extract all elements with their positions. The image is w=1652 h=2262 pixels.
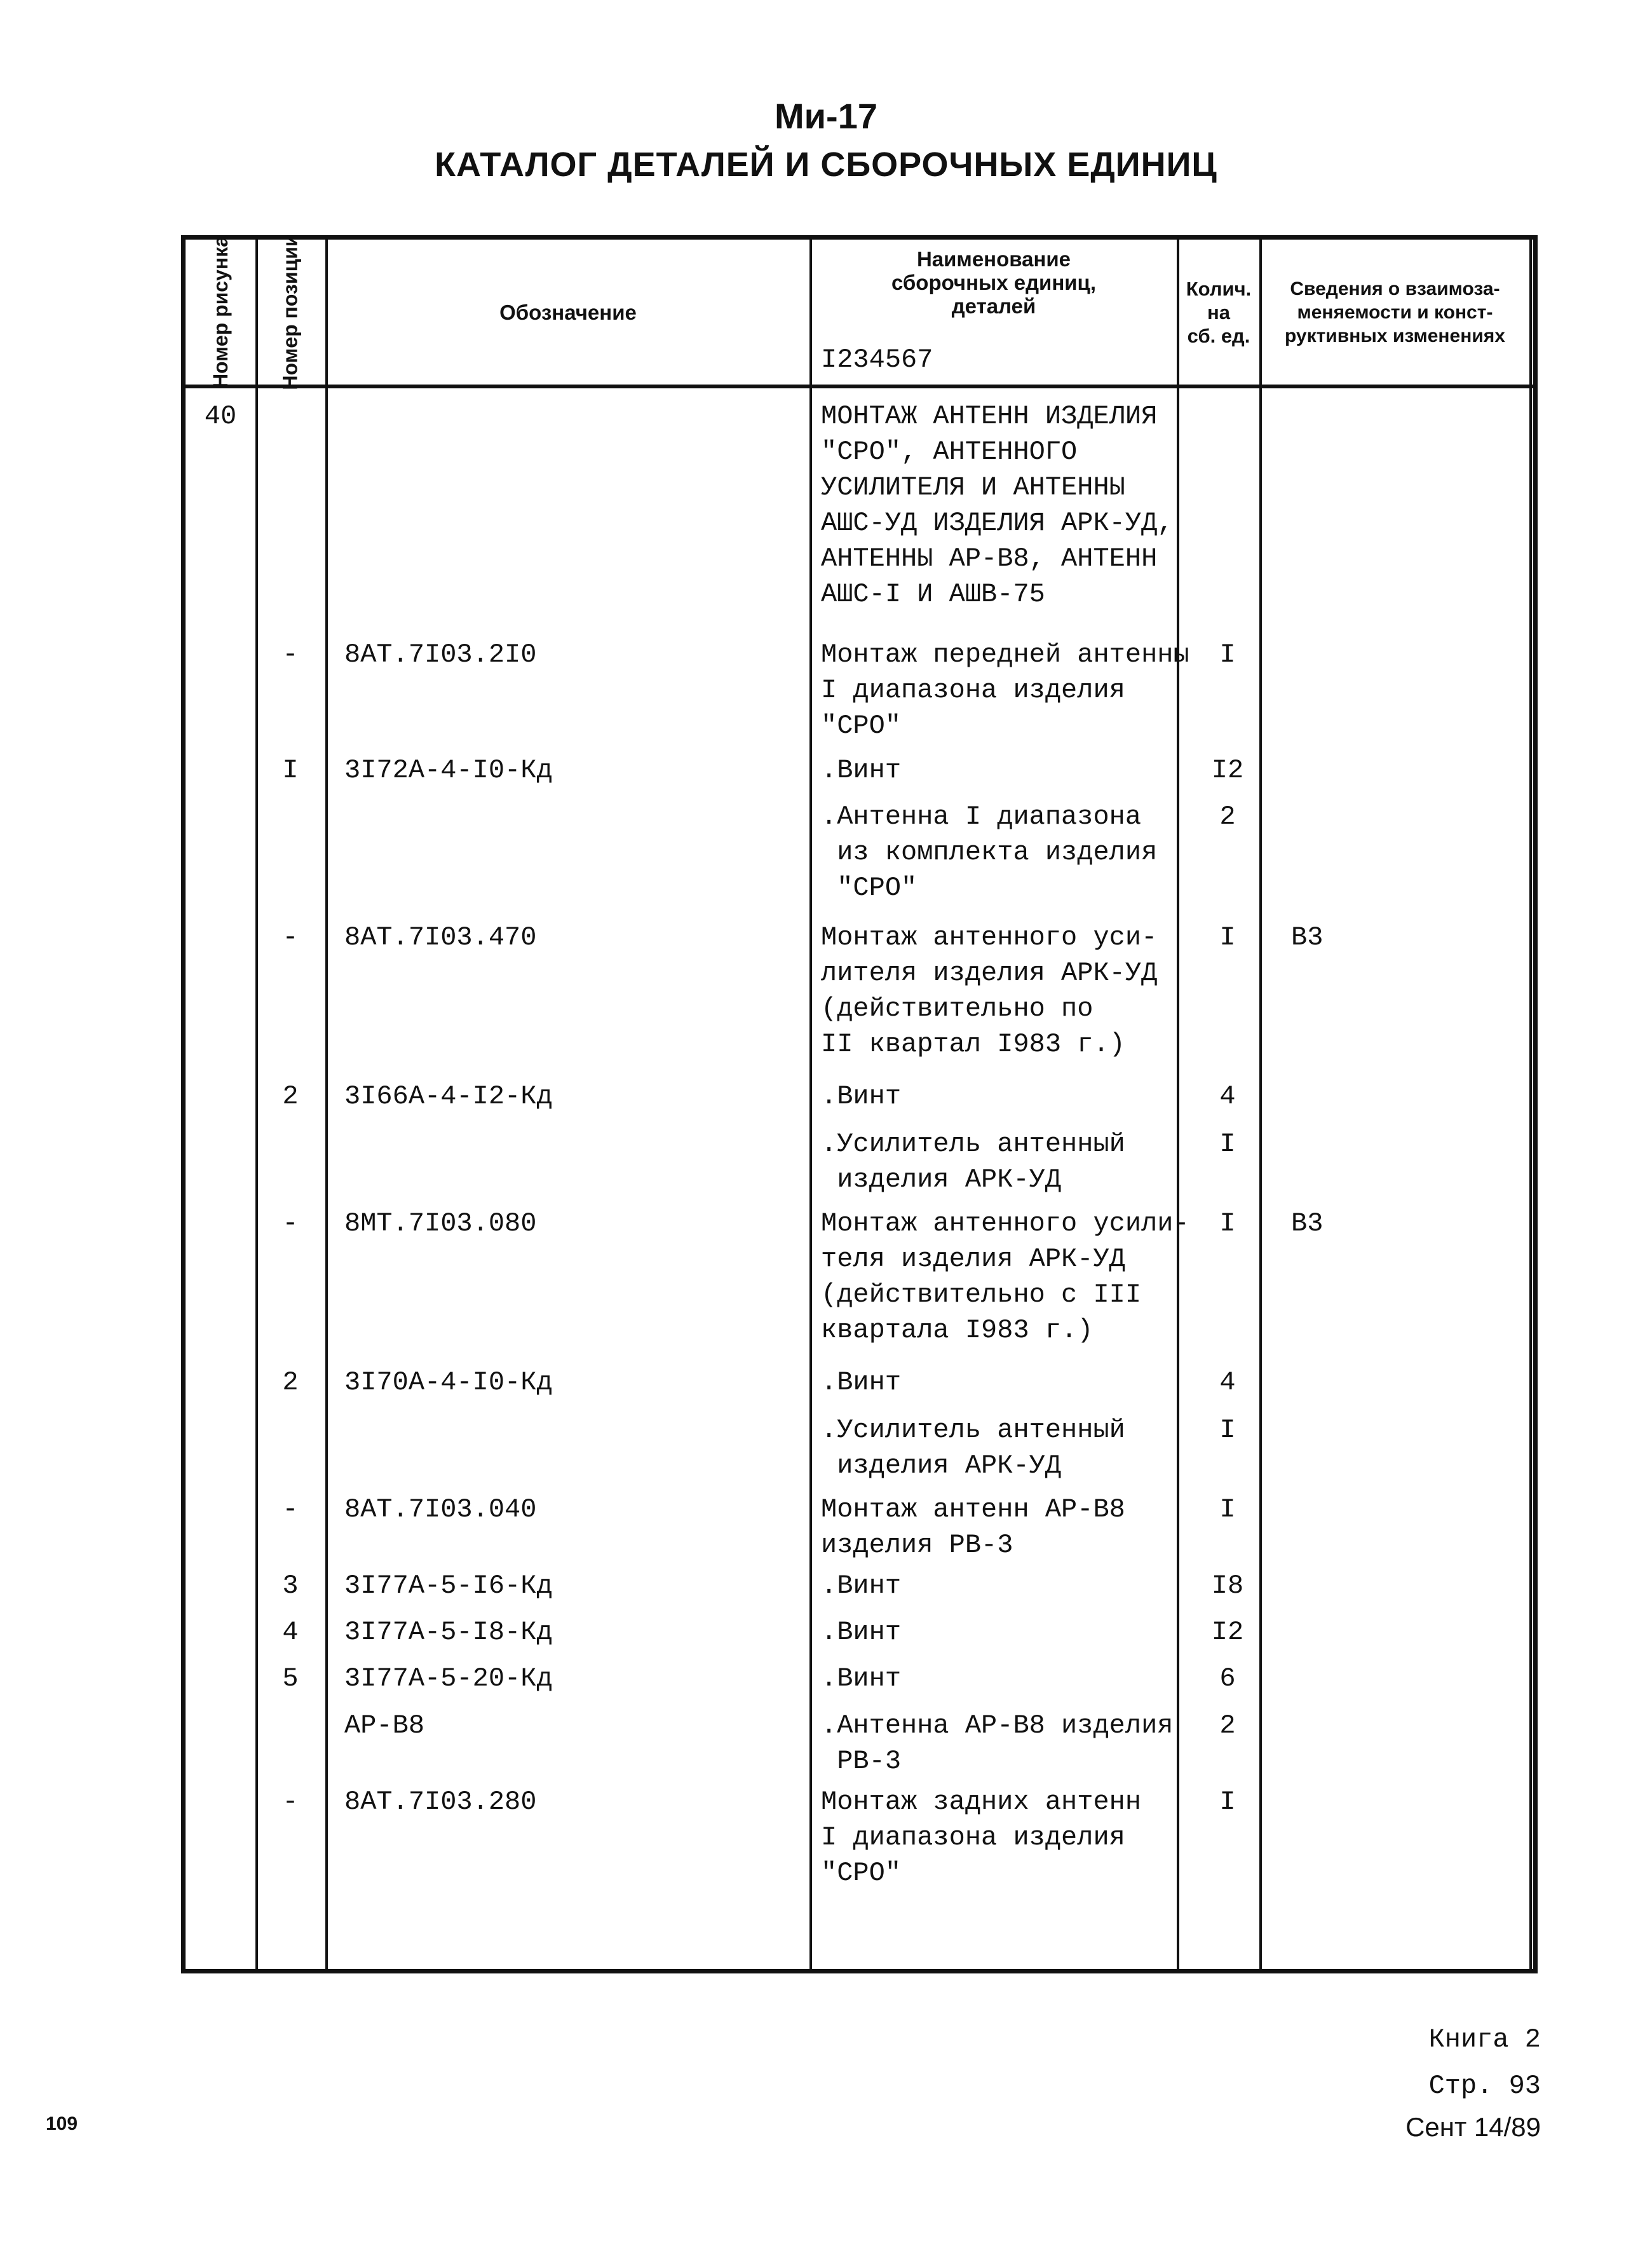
quantity-cell: I xyxy=(1219,922,1236,953)
designation-cell: 8АТ.7I03.280 xyxy=(344,1787,537,1817)
name-cell: .Усилитель антенный изделия АРК-УД xyxy=(821,1129,1125,1195)
name-cell: .Винт xyxy=(821,1570,902,1601)
header-quantity: Колич. на сб. ед. xyxy=(1186,277,1252,347)
designation-cell: 3I77А-5-I6-Кд xyxy=(344,1570,553,1601)
name-cell: МОНТАЖ АНТЕНН ИЗДЕЛИЯ "СРО", АНТЕННОГО УСИЛИТЕЛЯ И АНТЕННЫ АШС-УД ИЗДЕЛИЯ АРК-УД, АНТЕННЫ АР-В8, АНТЕНН АШС-I И АШВ-75 xyxy=(821,401,1174,610)
quantity-cell: 6 xyxy=(1219,1663,1236,1694)
header-divider xyxy=(186,385,1533,388)
page-reference: Стр. 93 xyxy=(1428,2071,1541,2101)
name-cell: .Винт xyxy=(821,1663,902,1694)
position-number-cell: - xyxy=(282,922,299,953)
figure-number-cell: 40 xyxy=(204,401,237,432)
designation-cell: 8АТ.7I03.470 xyxy=(344,922,537,953)
quantity-cell: 2 xyxy=(1219,801,1236,832)
quantity-cell: I xyxy=(1219,1208,1236,1239)
name-cell: .Усилитель антенный изделия АРК-УД xyxy=(821,1415,1125,1481)
header-name: Наименование сборочных единиц, деталей xyxy=(891,247,1096,318)
name-cell: .Винт xyxy=(821,755,902,786)
designation-cell: 3I77А-5-20-Кд xyxy=(344,1663,553,1694)
quantity-cell: I xyxy=(1219,1415,1236,1445)
header-designation: Обозначение xyxy=(499,300,637,324)
name-cell: .Антенна I диапазона из комплекта изделия "СРО" xyxy=(821,801,1158,903)
designation-cell: 3I72А-4-I0-Кд xyxy=(344,755,553,786)
position-number-cell: 5 xyxy=(282,1663,299,1694)
designation-cell: 8МТ.7I03.080 xyxy=(344,1208,537,1239)
quantity-cell: 4 xyxy=(1219,1081,1236,1112)
position-number-cell: I xyxy=(282,755,299,786)
position-number-cell: - xyxy=(282,1208,299,1239)
position-number-cell: 4 xyxy=(282,1617,299,1647)
position-number-cell: - xyxy=(282,1787,299,1817)
quantity-cell: I xyxy=(1219,1129,1236,1159)
name-cell: Монтаж антенного уси- лителя изделия АРК-УД (действительно по II квартал I983 г.) xyxy=(821,922,1158,1059)
name-cell: Монтаж передней антенны I диапазона изделия "СРО" xyxy=(821,639,1189,741)
header-figure-number: Номер рисунка xyxy=(209,235,232,389)
document-subtitle: КАТАЛОГ ДЕТАЛЕЙ И СБОРОЧНЫХ ЕДИНИЦ xyxy=(435,146,1217,184)
quantity-cell: I2 xyxy=(1211,755,1244,786)
quantity-cell: I xyxy=(1219,1787,1236,1817)
quantity-cell: I2 xyxy=(1211,1617,1244,1647)
designation-cell: 3I70А-4-I0-Кд xyxy=(344,1367,553,1398)
header-interchangeability: Сведения о взаимоза- меняемости и конст- руктивных изменениях xyxy=(1284,278,1505,346)
quantity-cell: I xyxy=(1219,639,1236,670)
document-title: Ми-17 xyxy=(774,96,877,136)
name-cell: .Антенна АР-В8 изделия РВ-3 xyxy=(821,1710,1174,1776)
column-divider xyxy=(325,240,328,1969)
designation-cell: 8АТ.7I03.040 xyxy=(344,1494,537,1525)
interchangeability-cell: В3 xyxy=(1291,922,1324,953)
name-cell: Монтаж антенного усили- теля изделия АРК-УД (действительно с III квартала I983 г.) xyxy=(821,1208,1189,1346)
position-number-cell: 3 xyxy=(282,1570,299,1601)
position-number-cell: - xyxy=(282,639,299,670)
book-number: Книга 2 xyxy=(1428,2024,1541,2055)
quantity-cell: I8 xyxy=(1211,1570,1244,1601)
name-cell: Монтаж задних антенн I диапазона изделия "СРО" xyxy=(821,1787,1142,1888)
position-number-cell: - xyxy=(282,1494,299,1525)
designation-cell: 3I66А-4-I2-Кд xyxy=(344,1081,553,1112)
interchangeability-cell: В3 xyxy=(1291,1208,1324,1239)
quantity-cell: I xyxy=(1219,1494,1236,1525)
quantity-cell: 4 xyxy=(1219,1367,1236,1398)
position-number-cell: 2 xyxy=(282,1367,299,1398)
column-divider xyxy=(1529,240,1532,1969)
designation-cell: АР-В8 xyxy=(344,1710,425,1741)
name-cell: .Винт xyxy=(821,1081,902,1112)
revision-date: Сент 14/89 xyxy=(1405,2112,1541,2142)
position-number-cell: 2 xyxy=(282,1081,299,1112)
header-position-number: Номер позиции xyxy=(279,234,302,390)
page-number: 109 xyxy=(46,2113,78,2134)
designation-cell: 3I77А-5-I8-Кд xyxy=(344,1617,553,1647)
name-cell: .Винт xyxy=(821,1617,902,1647)
designation-cell: 8АТ.7I03.2I0 xyxy=(344,639,537,670)
header-name-code: I234567 xyxy=(821,344,933,375)
name-cell: .Винт xyxy=(821,1367,902,1398)
name-cell: Монтаж антенн АР-В8 изделия РВ-3 xyxy=(821,1494,1125,1560)
column-divider xyxy=(809,240,812,1969)
quantity-cell: 2 xyxy=(1219,1710,1236,1741)
parts-table xyxy=(181,235,1538,1973)
